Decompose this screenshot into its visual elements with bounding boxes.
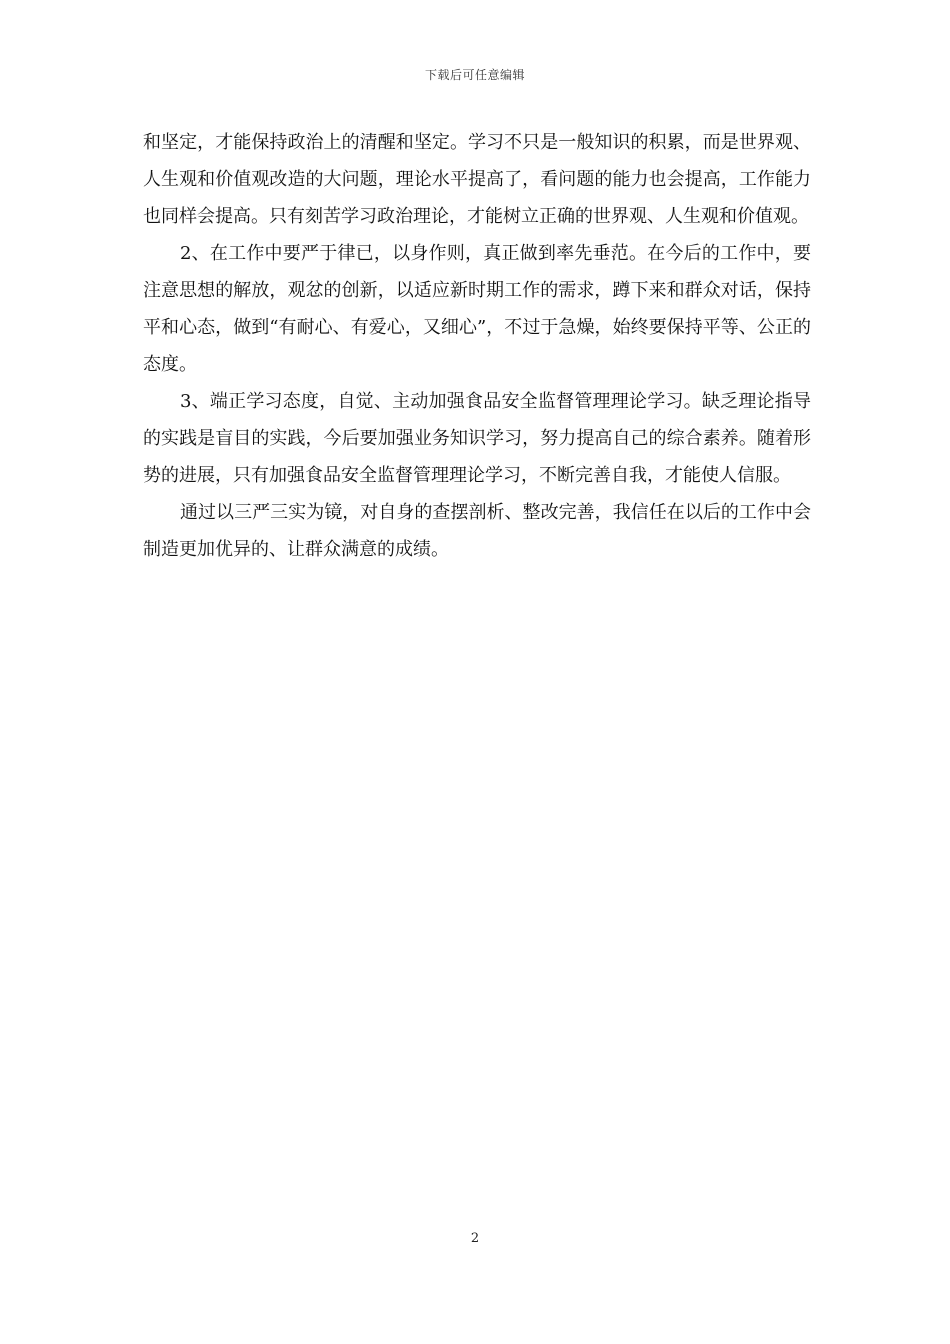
page-header: 下载后可任意编辑 <box>424 68 525 82</box>
page-number: 2 <box>470 1231 480 1246</box>
paragraph-conclusion: 通过以三严三实为镜，对自身的查摆剖析、整改完善，我信任在以后的工作中会制造更加优异的、让群众满意的成绩。 <box>143 502 811 560</box>
document-body <box>143 124 811 568</box>
paragraph-item-3: 3、端正学习态度，自觉、主动加强食品安全监督管理理论学习。缺乏理论指导的实践是盲目的实践，今后要加强业务知识学习，努力提高自己的综合素养。随着形势的进展，只有加强食品安全监督管理理论学习，不断完善自我，才能使人信服。 <box>143 391 811 486</box>
paragraph-item-2: 2、在工作中要严于律已，以身作则，真正做到率先垂范。在今后的工作中，要注意思想的解放，观忿的创新，以适应新时期工作的需求，蹲下来和群众对话，保持平和心态，做到“有耐心、有爱心，又细心”，不过于急燥，始终要保持平等、公正的态度。 <box>143 243 811 375</box>
paragraph-continuation: 和坚定，才能保持政治上的清醒和坚定。学习不只是一般知识的积累，而是世界观、人生观和价值观改造的大问题，理论水平提高了，看问题的能力也会提高，工作能力也同样会提高。只有刻苦学习政治理论，才能树立正确的世界观、人生观和价值观。 <box>143 132 811 227</box>
